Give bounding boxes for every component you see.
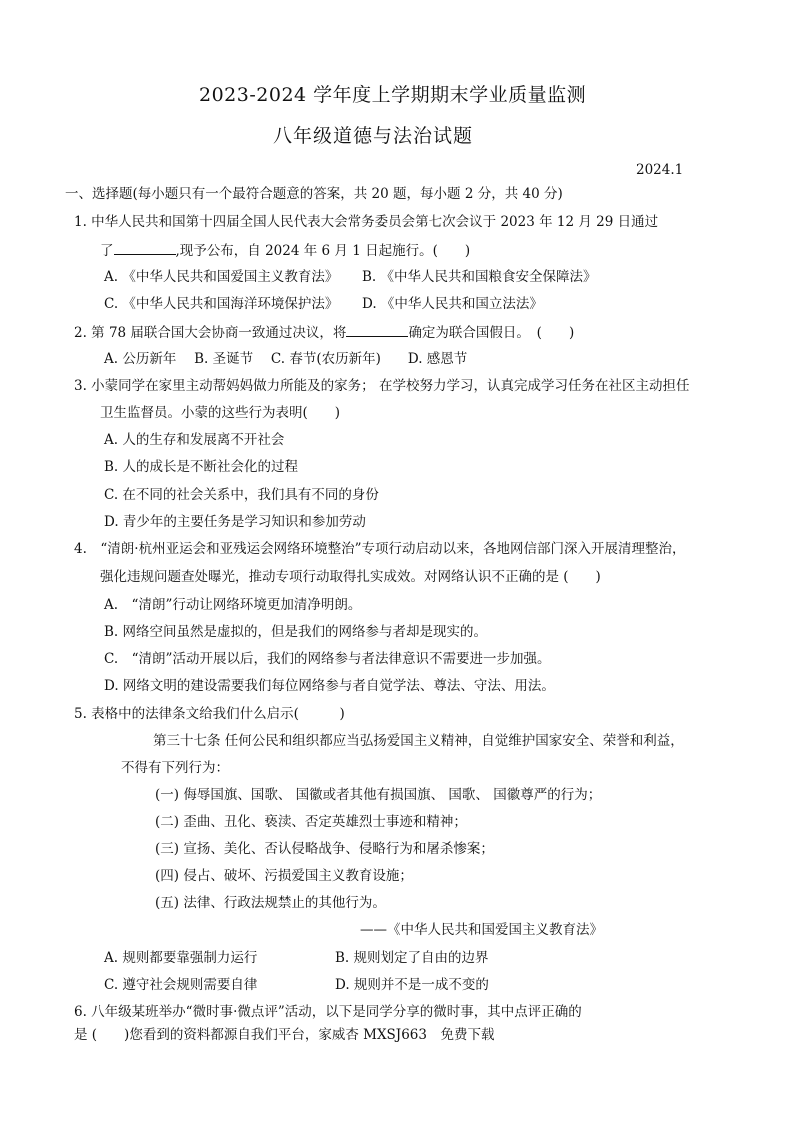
q2-stem-suffix: 确定为联合国假日。 ( ) — [408, 325, 575, 341]
q6-stem-line1: 6. 八年级某班举办“微时事·微点评”活动，以下是同学分享的微时事，其中点评正确的 — [74, 1004, 582, 1020]
q5-article-item: (二) 歪曲、丑化、亵渎、否定英雄烈士事迹和精神； — [155, 814, 467, 830]
exam-subtitle: 八年级道德与法治试题 — [273, 125, 474, 147]
q1-stem-suffix: ,现予公布，自 2024 年 6 月 1 日起施行。( ) — [175, 243, 471, 259]
q2-stem-prefix: 2. 第 78 届联合国大会协商一致通过决议，将 — [74, 325, 347, 341]
q1-option-c: C. 《中华人民共和国海洋环境保护法》 — [104, 296, 339, 312]
q1-option-b: B. 《中华人民共和国粮食安全保障法》 — [362, 269, 597, 285]
q5-article-line1: 第三十七条 任何公民和组织都应当弘扬爱国主义精神，自觉维护国家安全、荣誉和利益， — [153, 733, 684, 749]
q5-option-c: C. 遵守社会规则需要自律 — [104, 977, 258, 993]
q6-stem-line2: 是 ( )您看到的资料都源自我们平台，家威杏 MXSJ663 免费下载 — [74, 1027, 495, 1043]
q2-answer-blank — [346, 322, 408, 337]
q2-stem — [74, 322, 574, 342]
q1-answer-blank — [114, 240, 176, 255]
q5-option-a: A. 规则都要靠强制力运行 — [104, 950, 258, 966]
q4-option-d: D. 网络文明的建设需要我们每位网络参与者自觉学法、尊法、守法、用法。 — [104, 678, 555, 694]
section-heading: 一、选择题(每小题只有一个最符合题意的答案，共 20 题，每小题 2 分，共 40 分) — [65, 186, 563, 202]
q3-stem-line1: 3. 小蒙同学在家里主动帮妈妈做力所能及的家务； 在学校努力学习，认真完成学习任务在社区主动担任 — [74, 378, 690, 394]
q5-stem: 5. 表格中的法律条文给我们什么启示( ) — [74, 706, 345, 722]
exam-date: 2024.1 — [636, 162, 684, 178]
q3-stem-line2: 卫生监督员。小蒙的这些行为表明( ) — [100, 405, 341, 421]
q5-option-d: D. 规则并不是一成不变的 — [335, 977, 489, 993]
q4-stem-line1: 4. “清朗·杭州亚运会和亚残运会网络环境整治”专项行动启动以来，各地网信部门深入开展清理整治， — [74, 541, 686, 557]
q3-option-c: C. 在不同的社会关系中，我们具有不同的身份 — [104, 487, 379, 503]
q5-article-item: (三) 宣扬、美化、否认侵略战争、侵略行为和屠杀惨案； — [155, 841, 494, 857]
q1-stem-prefix: 了 — [100, 243, 114, 259]
q1-option-d: D. 《中华人民共和国立法法》 — [362, 296, 543, 312]
q4-option-a: A. “清朗”行动让网络环境更加清净明朗。 — [104, 597, 362, 613]
q2-options: A. 公历新年 B. 圣诞节 C. 春节(农历新年) D. 感恩节 — [104, 351, 468, 367]
q5-article-item: (四) 侵占、破坏、污损爱国主义教育设施； — [155, 868, 413, 884]
q5-article-source: ——《中华人民共和国爱国主义教育法》 — [360, 922, 603, 938]
q5-article-line2: 不得有下列行为： — [121, 760, 229, 776]
q5-article-item: (一) 侮辱国旗、国歌、 国徽或者其他有损国旗、 国歌、 国徽尊严的行为； — [155, 787, 602, 803]
q5-article-item: (五) 法律、行政法规禁止的其他行为。 — [155, 895, 386, 911]
q1-option-a: A. 《中华人民共和国爱国主义教育法》 — [104, 269, 339, 285]
q4-stem-line2: 强化违规问题查处曝光，推动专项行动取得扎实成效。对网络认识不正确的是 ( ) — [100, 569, 601, 585]
exam-title: 2023-2024 学年度上学期期末学业质量监测 — [199, 84, 587, 106]
q3-option-d: D. 青少年的主要任务是学习知识和参加劳动 — [104, 514, 366, 530]
q1-stem-line2 — [100, 240, 470, 260]
q5-option-b: B. 规则划定了自由的边界 — [335, 950, 489, 966]
q1-stem-line1: 1. 中华人民共和国第十四届全国人民代表大会常务委员会第七次会议于 2023 年 12 月 29 日通过 — [74, 214, 659, 230]
q3-option-b: B. 人的成长是不断社会化的过程 — [104, 459, 299, 475]
q3-option-a: A. 人的生存和发展离不开社会 — [104, 432, 285, 448]
q4-option-b: B. 网络空间虽然是虚拟的，但是我们的网络参与者却是现实的。 — [104, 624, 488, 640]
q4-option-c: C. “清朗”活动开展以后，我们的网络参与者法律意识不需要进一步加强。 — [104, 651, 551, 667]
